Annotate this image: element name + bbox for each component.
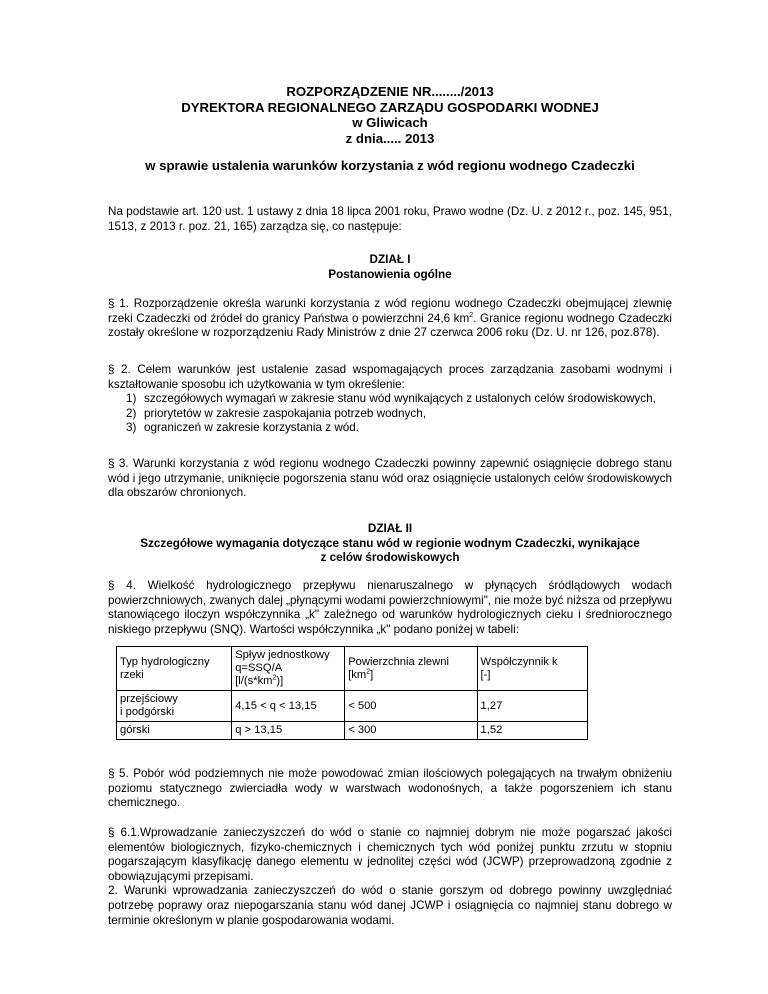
list-item-text: ograniczeń w zakresie korzystania z wód. [144,421,360,435]
paragraph-4: § 4. Wielkość hydrologicznego przepływu nienaruszalnego w płynących śródlądowych wodach powierzchniowych, zwanych dalej „płynącymi wodami powierzchniowymi", nie może być niższa od przepływu stanowiącego iloczyn współczynnika „k" zależnego od warunków hydrologicznych cieku i średniorocznego niskiego przepływu (SNQ). Wartości współczynnika „k" podano poniżej w tabeli: [108,579,672,636]
table-cell: 1,27 [477,691,587,722]
paragraph-3: § 3. Warunki korzystania z wód regionu wodnego Czadeczki powinny zapewnić osiągnięcie dobrego stanu wód i jego utrzymanie, uniknięcie pogorszenia stanu wód oraz osiągnięcie ustalonych celów środowiskowych dla obszarów chronionych. [108,457,672,500]
list-item-number: 2) [126,406,137,420]
header-text: Powierzchnia zlewni [348,655,449,668]
table-cell: 4,15 < q < 13,15 [232,691,345,722]
list-item [108,421,672,436]
paragraph-2 [108,363,672,436]
header-text-part: ] [370,668,374,681]
list-item-number: 3) [126,421,137,435]
cell-text: przejściowy [120,693,178,705]
header-text-part: )] [276,675,284,687]
document-title [108,84,672,146]
section-2-subtitle-line-1: Szczegółowe wymagania dotyczące stanu wód w regionie wodnym Czadeczki, wynikające [140,536,640,550]
intro-paragraph: Na podstawie art. 120 ust. 1 ustawy z dnia 18 lipca 2001 roku, Prawo wodne (Dz. U. z 2012 r., poz. 145, 951, 1513, z 2013 r. poz. 21, 165) zarządza się, co następuje: [108,205,672,233]
section-1-heading [108,253,672,282]
header-text: q=SSQ/A [235,662,283,674]
table-row [117,722,588,740]
superscript: 2 [366,667,371,675]
table-header-cell [345,647,477,691]
header-text: Współczynnik k [480,655,558,668]
list-item [108,407,672,422]
paragraph-2-list [108,392,672,436]
table-cell: górski [117,722,232,740]
section-2-subtitle-line-2: z celów środowiskowych [320,551,460,565]
list-item-number: 1) [126,392,137,406]
superscript: 2 [272,674,277,682]
table-cell: q > 13,15 [232,722,345,740]
paragraph-1-text-a: § 1. Rozporządzenie określa warunki korzystania z wód regionu wodnego Czadeczki obejmującej zlewnię rzeki Czadeczki od źródeł do granicy Państwa o powierzchni 24,6 km [108,297,672,325]
header-text: Spływ jednostkowy [235,649,330,661]
paragraph-6 [108,826,672,928]
section-2-title: DZIAŁ II [367,522,413,535]
title-line-1: ROZPORZĄDZENIE NR......../2013 [286,84,494,99]
table-cell: 1,52 [477,722,587,740]
paragraph-1 [108,297,672,341]
title-line-2: DYREKTORA REGIONALNEGO ZARZĄDU GOSPODARKI WODNEJ [181,99,599,115]
paragraph-2-lead: § 2. Celem warunków jest ustalenie zasad wspomagających proces zarządzania zasobami wodnymi i kształtowanie sposobu ich użytkowania w tym określenie: [108,363,672,391]
list-item [108,392,672,407]
table-row [117,691,588,722]
header-text [235,675,341,688]
coefficient-table [116,646,588,740]
paragraph-6-1: § 6.1.Wprowadzanie zanieczyszczeń do wód o stanie co najmniej dobrym nie może pogarszać jakości elementów biologicznych, fizyko-chemicznych i chemicznych tych wód poniżej punktu zrzutu w stopniu pogarszającym klasyfikację danego elementu w jednolitej części wód (JCWP) przeprowadzoną zgodnie z obowiązującymi przepisami. [108,826,672,883]
header-text: [-] [480,668,491,681]
paragraph-6-2: 2. Warunki wprowadzania zanieczyszczeń do wód o stanie gorszym od dobrego powinny uwzględniać potrzebę poprawy oraz niepogarszania stanu wód danej JCWP i osiągnięcia co najmniej stanu dobrego w terminie określonym w planie gospodarowania wodami. [108,884,672,927]
table-header-cell [232,647,345,691]
table-cell [117,691,232,722]
header-text: rzeki [120,668,144,681]
list-item-text: priorytetów w zakresie zaspokajania potrzeb wodnych, [144,406,426,420]
header-text: Typ hydrologiczny [120,655,210,668]
table-header-row [117,647,588,691]
section-2-heading [108,522,672,566]
document-subject: w sprawie ustalenia warunków korzystania z wód regionu wodnego Czadeczki [145,158,635,173]
title-line-3: w Gliwicach [352,115,428,130]
table-header-cell [477,647,587,691]
header-text [348,669,473,682]
superscript: 2 [469,311,474,319]
paragraph-5: § 5. Pobór wód podziemnych nie może powodować zmian ilościowych polegających na trwałym obniżeniu poziomu statycznego zwierciadła wody w warstwach wodonośnych, a także pogorszeniem ich stanu chemicznego. [108,767,672,810]
title-line-4: z dnia..... 2013 [345,130,435,146]
table-cell: < 500 [345,691,477,722]
header-text-part: [km [348,668,367,681]
header-text-part: [l/(s*km [235,675,273,687]
cell-text: i podgórski [120,706,175,718]
section-1-title: DZIAŁ I [369,253,411,266]
table-cell: < 300 [345,722,477,740]
list-item-text: szczegółowych wymagań w zakresie stanu wód wynikających z ustalonych celów środowiskowych, [144,392,656,406]
section-1-subtitle: Postanowienia ogólne [328,267,452,281]
paragraph-1-text-b: . Granice regionu wodnego Czadeczki zostały określone w rozporządzeniu Rady Ministrów z dnie 27 czerwca 2006 roku (Dz. U. nr 126, poz.878). [108,311,672,340]
table-header-cell [117,647,232,691]
